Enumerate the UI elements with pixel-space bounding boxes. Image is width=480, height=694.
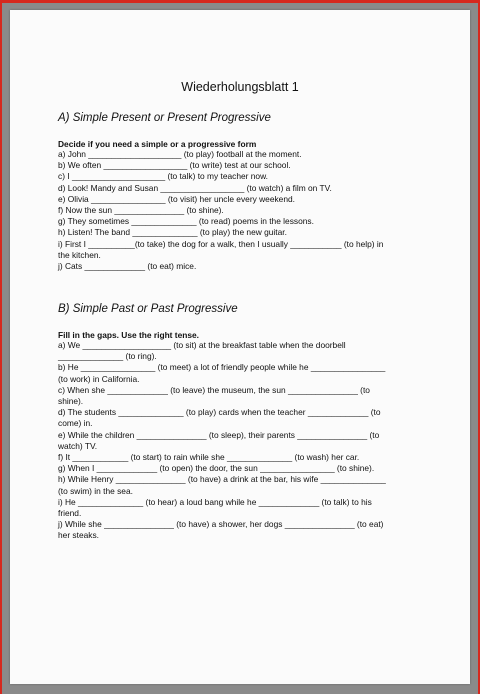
exercise-line: f) It ____________ (to start) to rain while she ______________ (to wash) her car.	[58, 452, 360, 463]
worksheet-page	[10, 10, 470, 684]
section-b-heading: B) Simple Past or Past Progressive	[58, 303, 238, 315]
exercise-line: shine).	[58, 396, 84, 407]
exercise-line: a) We ___________________ (to sit) at the breakfast table when the doorbell	[58, 340, 346, 350]
section-a-list	[58, 149, 428, 272]
exercise-line: i) First I __________(to take) the dog for a walk, then I usually ___________ (to help) in	[58, 238, 384, 249]
section-b-list	[58, 340, 428, 542]
exercise-line: friend.	[58, 508, 82, 519]
exercise-line: ______________ (to ring).	[58, 351, 157, 362]
exercise-line: e) While the children _______________ (to sleep), their parents _______________ (to	[58, 429, 380, 440]
left-border	[0, 0, 2, 694]
exercise-line: g) They sometimes ______________ (to read) poems in the lessons.	[58, 216, 314, 227]
section-a-instruction: Decide if you need a simple or a progressive form	[58, 139, 257, 149]
exercise-line: j) Cats _____________ (to eat) mice.	[58, 261, 197, 272]
exercise-line: (to work) in California.	[58, 373, 140, 384]
exercise-line: e) Olivia ________________ (to visit) her uncle every weekend.	[58, 193, 295, 204]
exercise-line: d) The students ______________ (to play) cards when the teacher _____________ (to	[58, 407, 381, 418]
exercise-line: j) While she _______________ (to have) a shower, her dogs _______________ (to eat)	[58, 519, 384, 530]
exercise-line: g) When I _____________ (to open) the door, the sun ________________ (to shine).	[58, 463, 375, 474]
exercise-line: d) Look! Mandy and Susan __________________ (to watch) a film on TV.	[58, 182, 332, 193]
section-a-heading: A) Simple Present or Present Progressive	[58, 112, 271, 124]
exercise-line: come) in.	[58, 418, 93, 429]
exercise-line: f) Now the sun _______________ (to shine).	[58, 205, 224, 216]
exercise-line: her steaks.	[58, 530, 99, 541]
exercise-line: c) When she _____________ (to leave) the museum, the sun _______________ (to	[58, 384, 370, 395]
top-border	[0, 0, 480, 3]
page-title: Wiederholungsblatt 1	[181, 80, 299, 94]
exercise-line: a) John ____________________ (to play) football at the moment.	[58, 149, 302, 159]
section-b-instruction: Fill in the gaps. Use the right tense.	[58, 330, 200, 340]
exercise-line: watch) TV.	[58, 440, 98, 451]
exercise-line: h) While Henry _______________ (to have) a drink at the bar, his wife ______________	[58, 474, 386, 485]
exercise-line: the kitchen.	[58, 249, 101, 260]
exercise-line: b) We often __________________ (to write) test at our school.	[58, 160, 291, 171]
exercise-line: (to swim) in the sea.	[58, 485, 133, 496]
exercise-line: h) Listen! The band ______________ (to play) the new guitar.	[58, 227, 287, 238]
exercise-line: i) He ______________ (to hear) a loud bang while he _____________ (to talk) to his	[58, 496, 372, 507]
exercise-line: c) I ____________________ (to talk) to my teacher now.	[58, 171, 268, 182]
exercise-line: b) He ________________ (to meet) a lot of friendly people while he ________________	[58, 362, 386, 373]
